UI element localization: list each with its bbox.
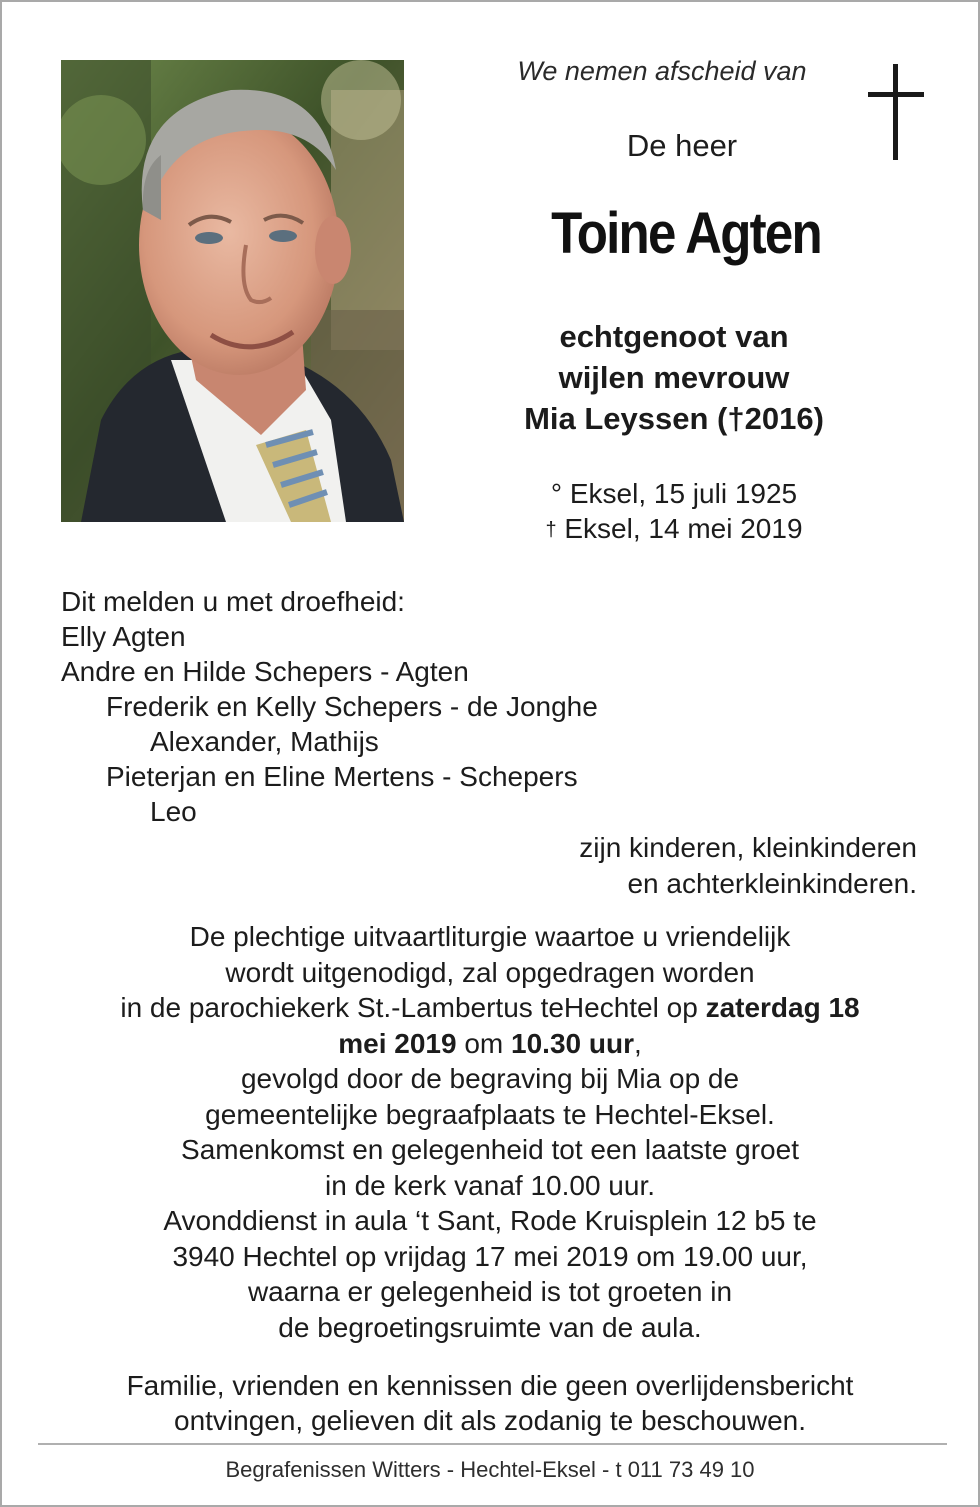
service-line: De plechtige uitvaartliturgie waartoe u vriendelijk: [189, 921, 791, 952]
family-member: Elly Agten: [61, 621, 186, 652]
footer-divider: [38, 1443, 947, 1445]
closing-note: [42, 1368, 938, 1438]
service-line: [42, 990, 938, 1026]
closing-line: Familie, vrienden en kennissen die geen overlijdensbericht: [126, 1370, 854, 1401]
death-date-line: [422, 511, 926, 548]
family-member: Andre en Hilde Schepers - Agten: [61, 656, 469, 687]
service-line: [42, 1026, 938, 1062]
family-member: Alexander, Mathijs: [150, 726, 379, 757]
relation-line: zijn kinderen, kleinkinderen: [579, 832, 917, 863]
family-intro: Dit melden u met droefheid:: [61, 586, 405, 617]
service-line: Samenkomst en gelegenheid tot een laatste groet: [181, 1134, 799, 1165]
service-line: de begroetingsruimte van de aula.: [278, 1311, 702, 1343]
service-text: in de parochiekerk St.-Lambertus teHechtel op: [120, 992, 706, 1023]
family-list: [61, 584, 598, 829]
birth-date: Eksel, 15 juli 1925: [569, 478, 798, 509]
spouse-line: wijlen mevrouw: [558, 360, 790, 395]
intro-text: We nemen afscheid van: [517, 56, 807, 86]
service-text: ,: [633, 1027, 642, 1059]
service-line: 3940 Hechtel op vrijdag 17 mei 2019 om 19.00 uur,: [172, 1240, 808, 1272]
funeral-service-text: [42, 919, 938, 1345]
closing-line: ontvingen, gelieven dit als zodanig te beschouwen.: [174, 1405, 806, 1436]
death-mark-icon: †: [545, 519, 557, 541]
family-member: Pieterjan en Eline Mertens - Schepers: [106, 761, 578, 792]
birth-date-line: [422, 476, 926, 511]
portrait-photo: [61, 60, 404, 522]
service-day: zaterdag 18: [705, 992, 860, 1023]
service-line: Avonddienst in aula ‘t Sant, Rode Kruisplein 12 b5 te: [163, 1205, 817, 1236]
service-line: gemeentelijke begraafplaats te Hechtel-Eksel.: [205, 1098, 775, 1130]
deceased-name: Toine Agten: [551, 201, 821, 266]
service-line: in de kerk vanaf 10.00 uur.: [325, 1169, 655, 1201]
death-date: Eksel, 14 mei 2019: [564, 513, 803, 544]
service-line: gevolgd door de begraving bij Mia op de: [240, 1063, 740, 1094]
family-member: Leo: [150, 796, 197, 827]
family-member: Frederik en Kelly Schepers - de Jonghe: [106, 691, 598, 722]
service-time: 10.30 uur: [511, 1027, 634, 1059]
spouse-name: Mia Leyssen (†2016): [524, 401, 824, 436]
family-relation: [579, 830, 917, 902]
undertaker-footer: Begrafenissen Witters - Hechtel-Eksel - t 011 73 49 10: [225, 1457, 755, 1482]
spouse-line: echtgenoot van: [559, 319, 789, 354]
service-line: wordt uitgenodigd, zal opgedragen worden: [225, 956, 755, 988]
spouse-block: [422, 316, 926, 439]
service-line: waarna er gelegenheid is tot groeten in: [247, 1276, 733, 1307]
service-text: om: [456, 1027, 512, 1059]
title-prefix: De heer: [626, 128, 738, 163]
relation-line: en achterkleinkinderen.: [627, 868, 917, 899]
service-date: mei 2019: [338, 1027, 457, 1059]
birth-mark: °: [550, 478, 563, 509]
life-dates: [422, 476, 926, 548]
